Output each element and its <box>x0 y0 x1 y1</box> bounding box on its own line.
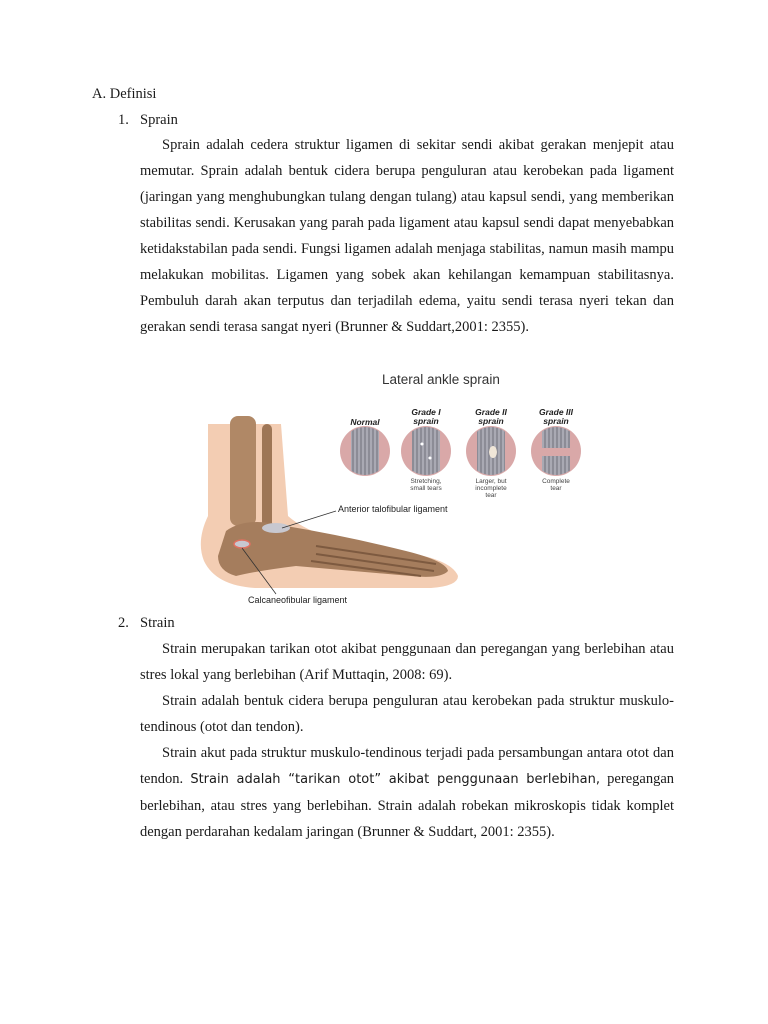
strain-paragraph-3-end: peregangan berlebihan, atau stres yang berlebihan. Strain adalah robekan mikroskopis tidak komplet dengan perdarahan kedalam jaringan (Brunner & Suddart, 2001: 2355). <box>140 771 675 840</box>
grade-desc-grade-3: Complete tear <box>542 478 570 492</box>
ankle-sprain-figure <box>196 366 596 608</box>
figure-title: Lateral ankle sprain <box>382 372 500 387</box>
sprain-paragraph: Sprain adalah cedera struktur ligamen di sekitar sendi akibat gerakan menjepit atau memutar. Sprain adalah bentuk cidera berupa penguluran atau kerobekan pada ligament (jaringan yang menghubungkan tulang dengan tulang) atau kapsul sendi, yang memberikan stabilitas sendi. Kerusakan yang parah pada ligament atau kapsul sendi dapat menyebabkan ketidakstabilan pada sendi. Fungsi ligamen adalah menjaga stabilitas, namun masih mampu melakukan mobilitas. Ligamen yang sobek akan kehilangan kemampuan stabilitasnya. Pembuluh darah akan terputus dan terjadilah edema, yaitu sendi terasa nyeri tekan dan gerakan sendi terasa sangat nyeri (Brunner & Suddart,2001: 2355). <box>140 137 674 335</box>
grade-circle-grade-1 <box>401 424 451 480</box>
grade-label-normal: Normal <box>350 417 380 427</box>
subheading-title: Sprain <box>140 112 178 128</box>
section-heading-definisi: A. Definisi <box>92 86 157 102</box>
fibula-bone <box>262 424 272 528</box>
list-number: 1. <box>118 112 129 128</box>
grade-circle-normal <box>340 424 390 480</box>
grade-label-grade-2: Grade II sprain <box>475 407 507 426</box>
strain-paragraph-3 <box>140 740 674 845</box>
callout-calcaneofibular: Calcaneofibular ligament <box>248 595 348 605</box>
grade-label-grade-1: Grade I sprain <box>411 407 441 426</box>
grade-circle-grade-2 <box>466 424 516 480</box>
tibia-bone <box>230 416 256 526</box>
grade-circle-grade-3 <box>531 424 581 480</box>
calcaneofibular-ligament <box>234 540 250 548</box>
grade-desc-grade-2: Larger, but incomplete tear <box>475 478 507 499</box>
callout-anterior-talofibular: Anterior talofibular ligament <box>338 504 448 514</box>
grade-desc-grade-1: Stretching, small tears <box>410 478 442 492</box>
subheading-strain <box>118 615 175 632</box>
subheading-sprain <box>118 112 178 129</box>
strain-paragraph-1: Strain merupakan tarikan otot akibat penggunaan dan peregangan yang berlebihan atau stres lokal yang berlebihan (Arif Muttaqin, 2008: 69). <box>140 641 674 683</box>
grade-label-grade-3: Grade III sprain <box>538 407 573 426</box>
strain-paragraph-2: Strain adalah bentuk cidera berupa penguluran atau kerobekan pada struktur muskulo-tendinous (otot dan tendon). <box>140 693 674 735</box>
subheading-title: Strain <box>140 615 175 631</box>
strain-paragraph-3-quote: Strain adalah “tarikan otot” akibat penggunaan berlebihan, <box>190 772 600 787</box>
anterior-talofibular-ligament <box>262 523 290 533</box>
strain-paragraph-3-start: Strain akut pada struktur muskulo-tendinous terjadi pada persambungan antara otot dan tendon. <box>140 745 674 787</box>
list-number: 2. <box>118 615 129 631</box>
